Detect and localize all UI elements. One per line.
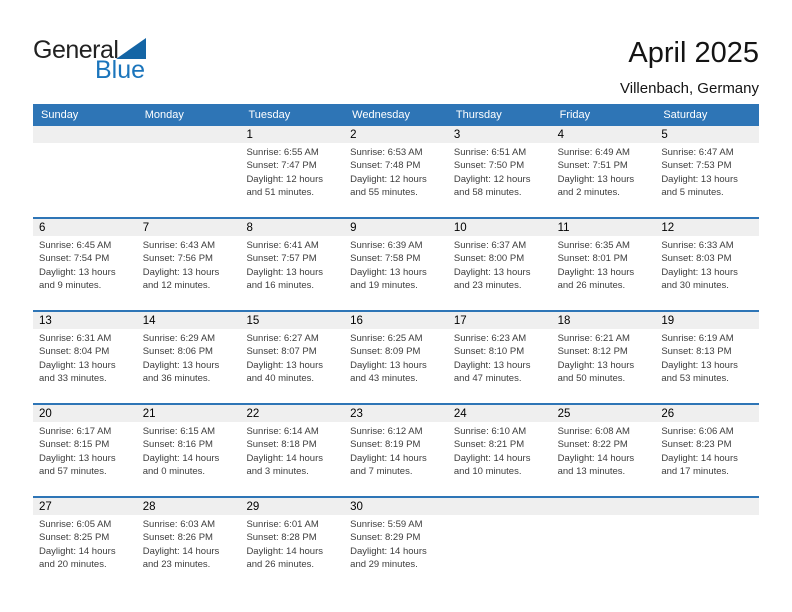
date-band	[240, 126, 344, 143]
date-band	[33, 219, 137, 236]
day-info-line: Sunset: 7:51 PM	[557, 160, 628, 172]
day-info	[240, 422, 344, 479]
day-info-line: and 26 minutes.	[557, 280, 626, 292]
day-info	[655, 143, 759, 200]
weekday-header-monday: Monday	[144, 109, 184, 121]
day-info-line: and 16 minutes.	[246, 280, 315, 292]
day-cell	[655, 405, 759, 496]
date-band	[344, 219, 448, 236]
date-number: 2	[350, 128, 357, 141]
week-row	[33, 217, 759, 310]
day-cell	[344, 219, 448, 310]
day-info	[552, 143, 656, 200]
day-info-line: and 0 minutes.	[142, 466, 206, 478]
date-band	[448, 498, 552, 515]
day-info-line: Sunrise: 6:05 AM	[39, 519, 112, 530]
day-cell	[448, 126, 552, 217]
day-info-line: Sunset: 8:19 PM	[350, 439, 421, 451]
date-band	[655, 405, 759, 422]
date-band	[448, 405, 552, 422]
day-cell	[552, 126, 656, 217]
date-band	[552, 312, 656, 329]
day-info-line: Daylight: 14 hours	[142, 452, 220, 464]
day-info-line: and 2 minutes.	[557, 187, 620, 199]
day-info	[448, 422, 552, 479]
day-info-line: Sunset: 8:15 PM	[39, 439, 110, 451]
day-info-line: Sunrise: 6:25 AM	[350, 333, 423, 344]
day-info-line: Daylight: 12 hours	[246, 173, 324, 185]
day-info-line: Daylight: 13 hours	[246, 359, 324, 371]
day-info-line: Sunrise: 6:41 AM	[246, 240, 319, 251]
day-info-line: Daylight: 13 hours	[142, 359, 220, 371]
day-info-line: Sunrise: 6:12 AM	[350, 426, 423, 437]
day-info	[344, 515, 448, 572]
day-info-line: Sunrise: 6:14 AM	[246, 426, 319, 437]
weekday-header-thursday: Thursday	[455, 109, 502, 121]
day-info-line: Daylight: 14 hours	[350, 452, 427, 464]
day-cell	[448, 312, 552, 403]
day-info-line: Sunrise: 5:59 AM	[350, 519, 423, 530]
date-number: 30	[350, 500, 363, 513]
empty-day-cell	[552, 498, 656, 589]
weekday-header-sunday: Sunday	[41, 109, 79, 121]
day-info-line: Daylight: 13 hours	[246, 266, 324, 278]
date-band	[344, 405, 448, 422]
weekday-header-wednesday: Wednesday	[352, 109, 411, 121]
title-block	[620, 37, 759, 97]
day-info-line: and 20 minutes.	[39, 559, 107, 571]
date-number: 19	[661, 314, 675, 327]
day-info-line: and 33 minutes.	[39, 373, 107, 385]
day-info-line: Daylight: 13 hours	[453, 359, 531, 371]
day-cell	[344, 405, 448, 496]
day-info-line: Sunset: 8:22 PM	[557, 439, 628, 451]
day-info-line: Sunrise: 6:43 AM	[142, 240, 216, 251]
date-band	[240, 312, 344, 329]
date-number: 27	[39, 500, 52, 513]
date-band	[655, 219, 759, 236]
day-info-line: and 7 minutes.	[350, 466, 413, 478]
week-row	[33, 310, 759, 403]
day-info	[33, 422, 137, 479]
day-info	[33, 143, 137, 146]
day-info	[344, 236, 448, 293]
day-info-line: Sunset: 7:50 PM	[453, 160, 525, 172]
day-info-line: Sunrise: 6:17 AM	[39, 426, 112, 437]
day-cell	[655, 126, 759, 217]
date-number: 20	[39, 407, 52, 420]
day-info-line: Sunrise: 6:51 AM	[453, 147, 527, 158]
date-number: 25	[557, 407, 571, 420]
day-info-line: Daylight: 14 hours	[557, 452, 635, 464]
date-number: 24	[453, 407, 467, 420]
day-info	[240, 515, 344, 572]
day-cell	[552, 312, 656, 403]
day-info-line: Daylight: 12 hours	[350, 173, 427, 185]
day-info-line: and 9 minutes.	[39, 280, 102, 292]
day-info-line: and 5 minutes.	[661, 187, 724, 199]
day-info-line: Daylight: 14 hours	[246, 545, 324, 557]
date-number: 28	[142, 500, 156, 513]
date-number: 9	[350, 221, 357, 234]
date-band	[33, 498, 137, 515]
day-info-line: Sunrise: 6:03 AM	[142, 519, 216, 530]
date-band	[137, 126, 241, 143]
day-info-line: Sunset: 8:25 PM	[39, 532, 110, 544]
day-info-line: Daylight: 14 hours	[453, 452, 531, 464]
day-info-line: and 13 minutes.	[557, 466, 626, 478]
day-info-line: Sunset: 8:26 PM	[142, 532, 213, 544]
date-number: 16	[350, 314, 363, 327]
day-info-line: Daylight: 13 hours	[661, 173, 738, 185]
date-band	[552, 405, 656, 422]
date-band	[33, 405, 137, 422]
day-cell	[552, 219, 656, 310]
weekday-header-friday: Friday	[559, 109, 591, 121]
day-info-line: Daylight: 13 hours	[557, 173, 635, 185]
day-cell	[448, 405, 552, 496]
date-number: 12	[661, 221, 675, 234]
day-cell	[137, 405, 241, 496]
day-info	[552, 236, 656, 293]
day-info	[240, 236, 344, 293]
week-row	[33, 126, 759, 217]
empty-day-cell	[655, 498, 759, 589]
page-title: April 2025	[628, 37, 759, 69]
day-info-line: Sunrise: 6:31 AM	[39, 333, 112, 344]
date-band	[655, 126, 759, 143]
day-info-line: Daylight: 13 hours	[350, 359, 427, 371]
date-number: 3	[453, 128, 461, 141]
day-cell	[655, 219, 759, 310]
date-number: 4	[557, 128, 564, 141]
day-info-line: Sunset: 7:47 PM	[246, 160, 317, 172]
date-number: 6	[39, 221, 46, 234]
day-info-line: Sunset: 8:00 PM	[453, 253, 525, 265]
day-info-line: and 50 minutes.	[557, 373, 626, 385]
day-info	[137, 515, 241, 572]
day-info-line: Sunset: 8:18 PM	[246, 439, 317, 451]
day-info-line: Daylight: 14 hours	[350, 545, 427, 557]
day-info-line: Sunrise: 6:10 AM	[453, 426, 527, 437]
date-number: 5	[661, 128, 668, 141]
day-cell	[33, 219, 137, 310]
day-cell	[552, 405, 656, 496]
date-number: 22	[246, 407, 260, 420]
logo-text-blue: Blue	[95, 56, 146, 84]
day-cell	[240, 219, 344, 310]
date-band	[137, 498, 241, 515]
day-cell	[33, 405, 137, 496]
day-info-line: Sunset: 8:13 PM	[661, 346, 732, 358]
day-info-line: and 40 minutes.	[246, 373, 315, 385]
day-info-line: and 19 minutes.	[350, 280, 418, 292]
date-number: 18	[557, 314, 571, 327]
date-number: 14	[142, 314, 156, 327]
day-info-line: and 47 minutes.	[453, 373, 522, 385]
day-cell	[344, 312, 448, 403]
date-number: 13	[39, 314, 52, 327]
day-info	[552, 515, 656, 518]
day-info-line: and 53 minutes.	[661, 373, 729, 385]
day-info-line: Sunset: 8:09 PM	[350, 346, 421, 358]
date-band	[552, 498, 656, 515]
date-number: 29	[246, 500, 260, 513]
day-info	[240, 143, 344, 200]
day-info-line: and 55 minutes.	[350, 187, 418, 199]
day-info-line: Sunrise: 6:27 AM	[246, 333, 319, 344]
day-info-line: Daylight: 13 hours	[39, 266, 116, 278]
day-cell	[137, 219, 241, 310]
day-info-line: and 36 minutes.	[142, 373, 211, 385]
week-row	[33, 496, 759, 589]
day-info-line: Sunset: 7:48 PM	[350, 160, 421, 172]
day-info-line: Daylight: 13 hours	[661, 266, 738, 278]
date-band	[33, 312, 137, 329]
date-band	[240, 219, 344, 236]
date-band	[137, 312, 241, 329]
day-cell	[137, 312, 241, 403]
day-cell	[344, 498, 448, 589]
day-info	[448, 329, 552, 386]
day-info-line: Sunrise: 6:37 AM	[453, 240, 527, 251]
day-info-line: Sunrise: 6:08 AM	[557, 426, 630, 437]
day-info	[33, 236, 137, 293]
date-number: 7	[142, 221, 150, 234]
date-band	[33, 126, 137, 143]
day-info	[137, 422, 241, 479]
empty-day-cell	[137, 126, 241, 217]
day-info-line: Daylight: 14 hours	[661, 452, 738, 464]
date-number: 21	[142, 407, 156, 420]
day-info-line: Sunrise: 6:19 AM	[661, 333, 734, 344]
day-info	[137, 329, 241, 386]
calendar-table	[33, 104, 759, 589]
date-band	[240, 405, 344, 422]
date-number: 11	[557, 221, 570, 234]
date-number: 17	[453, 314, 467, 327]
day-info-line: Sunrise: 6:01 AM	[246, 519, 319, 530]
day-info	[552, 329, 656, 386]
day-info-line: Daylight: 13 hours	[142, 266, 220, 278]
day-info-line: and 26 minutes.	[246, 559, 315, 571]
day-info-line: and 29 minutes.	[350, 559, 418, 571]
day-info-line: Sunrise: 6:06 AM	[661, 426, 734, 437]
day-info-line: Sunset: 8:23 PM	[661, 439, 732, 451]
day-info	[448, 143, 552, 200]
day-info-line: Sunset: 8:28 PM	[246, 532, 317, 544]
date-band	[552, 219, 656, 236]
day-info-line: and 30 minutes.	[661, 280, 729, 292]
day-info	[344, 422, 448, 479]
day-info-line: Daylight: 13 hours	[350, 266, 427, 278]
day-info-line: Daylight: 13 hours	[557, 266, 635, 278]
day-info-line: Sunset: 8:16 PM	[142, 439, 213, 451]
day-info	[448, 236, 552, 293]
weekday-header-saturday: Saturday	[663, 109, 708, 121]
day-info-line: Daylight: 13 hours	[557, 359, 635, 371]
date-number: 23	[350, 407, 363, 420]
date-band	[655, 312, 759, 329]
day-cell	[33, 498, 137, 589]
day-info-line: Daylight: 14 hours	[246, 452, 324, 464]
day-info-line: Sunset: 7:53 PM	[661, 160, 732, 172]
date-band	[344, 312, 448, 329]
date-band	[448, 126, 552, 143]
date-number: 15	[246, 314, 260, 327]
day-info-line: and 23 minutes.	[142, 559, 211, 571]
date-band	[552, 126, 656, 143]
day-info-line: Sunset: 7:57 PM	[246, 253, 317, 265]
day-info-line: Sunrise: 6:21 AM	[557, 333, 630, 344]
date-number: 10	[453, 221, 467, 234]
day-info-line: and 43 minutes.	[350, 373, 418, 385]
day-info-line: Sunrise: 6:35 AM	[557, 240, 630, 251]
day-info	[33, 515, 137, 572]
day-info-line: and 17 minutes.	[661, 466, 729, 478]
day-info	[448, 515, 552, 518]
day-info-line: Sunrise: 6:45 AM	[39, 240, 112, 251]
day-info-line: and 10 minutes.	[453, 466, 522, 478]
date-band	[137, 219, 241, 236]
day-info-line: Sunrise: 6:23 AM	[453, 333, 527, 344]
day-info-line: Sunset: 7:54 PM	[39, 253, 110, 265]
day-info-line: Sunset: 8:01 PM	[557, 253, 628, 265]
weekday-header-row	[33, 104, 759, 126]
date-band	[240, 498, 344, 515]
day-info-line: Sunrise: 6:15 AM	[142, 426, 216, 437]
date-band	[655, 498, 759, 515]
empty-day-cell	[33, 126, 137, 217]
day-cell	[240, 126, 344, 217]
calendar-grid	[33, 126, 759, 589]
day-info-line: and 51 minutes.	[246, 187, 315, 199]
day-info	[655, 329, 759, 386]
date-band	[448, 219, 552, 236]
date-band	[344, 126, 448, 143]
day-info-line: Sunset: 8:06 PM	[142, 346, 213, 358]
day-cell	[240, 405, 344, 496]
day-info-line: Sunset: 8:10 PM	[453, 346, 525, 358]
date-band	[344, 498, 448, 515]
day-info	[344, 143, 448, 200]
day-info-line: Sunrise: 6:33 AM	[661, 240, 734, 251]
date-number: 8	[246, 221, 253, 234]
week-row	[33, 403, 759, 496]
day-info-line: Daylight: 13 hours	[453, 266, 531, 278]
day-info-line: Daylight: 12 hours	[453, 173, 531, 185]
day-cell	[344, 126, 448, 217]
location-subtitle: Villenbach, Germany	[620, 80, 759, 97]
day-info-line: and 3 minutes.	[246, 466, 309, 478]
day-info-line: Sunset: 8:07 PM	[246, 346, 317, 358]
day-info	[344, 329, 448, 386]
day-info-line: Sunrise: 6:53 AM	[350, 147, 423, 158]
day-info	[33, 329, 137, 386]
day-cell	[240, 312, 344, 403]
day-info-line: Sunset: 8:04 PM	[39, 346, 110, 358]
day-info-line: Sunset: 8:12 PM	[557, 346, 628, 358]
day-cell	[448, 219, 552, 310]
day-info-line: Sunrise: 6:55 AM	[246, 147, 319, 158]
day-cell	[137, 498, 241, 589]
day-info-line: Daylight: 13 hours	[39, 359, 116, 371]
general-blue-logo	[33, 36, 146, 85]
day-info-line: and 57 minutes.	[39, 466, 107, 478]
day-info	[552, 422, 656, 479]
date-number: 1	[246, 128, 253, 141]
day-info-line: Daylight: 14 hours	[142, 545, 220, 557]
logo-text-general: General	[33, 36, 119, 64]
day-cell	[240, 498, 344, 589]
day-info-line: Sunset: 7:56 PM	[142, 253, 213, 265]
day-info	[655, 422, 759, 479]
date-number: 26	[661, 407, 675, 420]
day-info-line: Sunset: 8:21 PM	[453, 439, 525, 451]
day-cell	[655, 312, 759, 403]
day-info-line: Sunset: 8:03 PM	[661, 253, 732, 265]
day-info-line: Sunset: 8:29 PM	[350, 532, 421, 544]
day-info-line: and 23 minutes.	[453, 280, 522, 292]
empty-day-cell	[448, 498, 552, 589]
day-info-line: Sunrise: 6:39 AM	[350, 240, 423, 251]
day-info-line: Sunrise: 6:29 AM	[142, 333, 216, 344]
day-info-line: Sunset: 7:58 PM	[350, 253, 421, 265]
day-info	[240, 329, 344, 386]
date-band	[448, 312, 552, 329]
day-info	[655, 515, 759, 518]
day-info	[137, 236, 241, 293]
day-info-line: Daylight: 13 hours	[661, 359, 738, 371]
day-info	[137, 143, 241, 146]
day-info-line: Sunrise: 6:49 AM	[557, 147, 630, 158]
day-info-line: and 12 minutes.	[142, 280, 211, 292]
day-info	[655, 236, 759, 293]
day-cell	[33, 312, 137, 403]
day-info-line: Sunrise: 6:47 AM	[661, 147, 734, 158]
weekday-header-tuesday: Tuesday	[248, 109, 291, 121]
day-info-line: and 58 minutes.	[453, 187, 522, 199]
date-band	[137, 405, 241, 422]
day-info-line: Daylight: 14 hours	[39, 545, 116, 557]
day-info-line: Daylight: 13 hours	[39, 452, 116, 464]
